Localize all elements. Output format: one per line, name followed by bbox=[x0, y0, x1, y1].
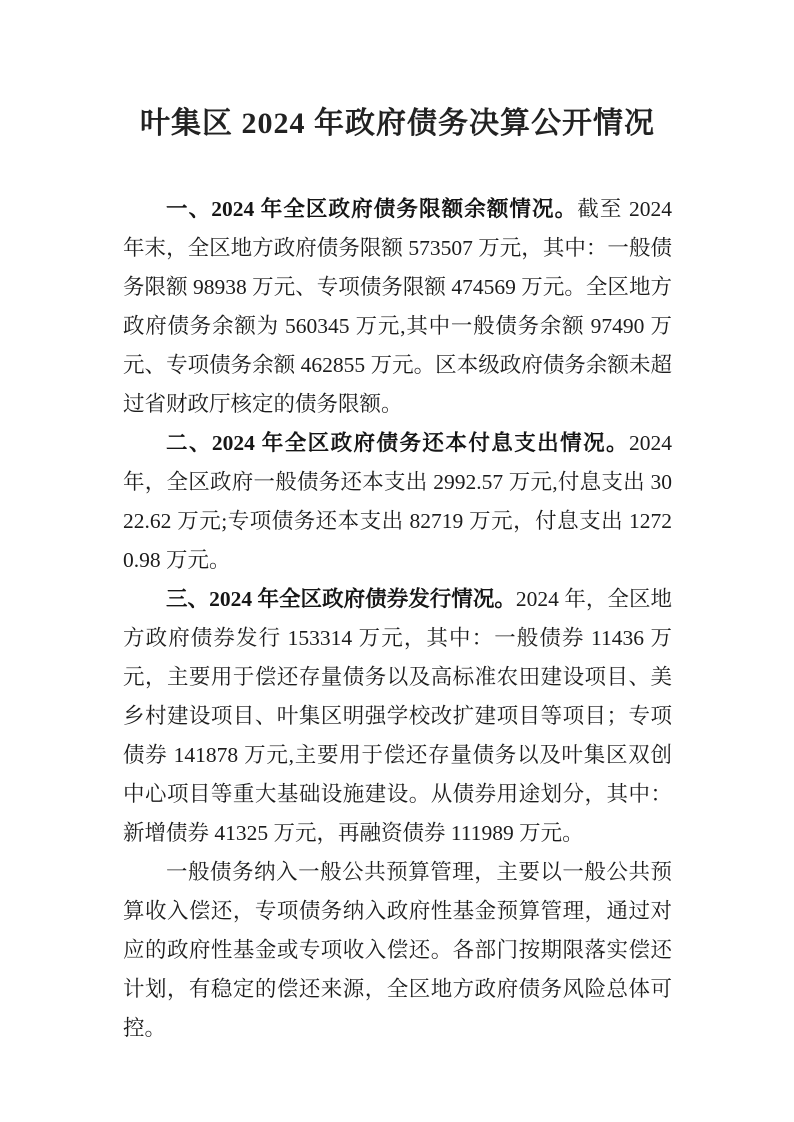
paragraph-text: 2024 年，全区地方政府债券发行 153314 万元，其中：一般债券 11436 万元，主要用于偿还存量债务以及高标准农田建设项目、美乡村建设项目、叶集区明强学校改扩建项目等项目；专项债券 141878 万元,主要用于偿还存量债务以及叶集区双创中心项目等重大基础设施建设。从债券用途划分，其中：新增债券 41325 万元，再融资债券 111989 万元。 bbox=[123, 587, 672, 845]
paragraph-text: 一般债务纳入一般公共预算管理，主要以一般公共预算收入偿还，专项债务纳入政府性基金预算管理，通过对应的政府性基金或专项收入偿还。各部门按期限落实偿还计划，有稳定的偿还来源，全区地方政府债务风险总体可控。 bbox=[123, 860, 672, 1040]
paragraph-bond-issuance bbox=[123, 580, 672, 853]
paragraph-text: 2024 年，全区政府一般债务还本支出 2992.57 万元,付息支出 3022.62 万元;专项债务还本支出 82719 万元，付息支出 12720.98 万元。 bbox=[123, 431, 672, 572]
paragraph-heading: 一、2024 年全区政府债务限额余额情况。 bbox=[166, 197, 578, 221]
paragraph-heading: 二、2024 年全区政府债务还本付息支出情况。 bbox=[166, 431, 629, 455]
paragraph-principal-interest-payment bbox=[123, 424, 672, 580]
paragraph-heading: 三、2024 年全区政府债券发行情况。 bbox=[166, 587, 516, 611]
document-body bbox=[123, 190, 672, 1048]
paragraph-budget-management bbox=[123, 853, 672, 1048]
paragraph-text: 截至 2024 年末，全区地方政府债务限额 573507 万元，其中：一般债务限额 98938 万元、专项债务限额 474569 万元。全区地方政府债务余额为 560345 万元,其中一般债务余额 97490 万元、专项债务余额 462855 万元。区本级政府债务余额未超过省财政厅核定的债务限额。 bbox=[123, 197, 672, 416]
paragraph-debt-limit-balance bbox=[123, 190, 672, 424]
document-title: 叶集区 2024 年政府债务决算公开情况 bbox=[140, 107, 655, 140]
